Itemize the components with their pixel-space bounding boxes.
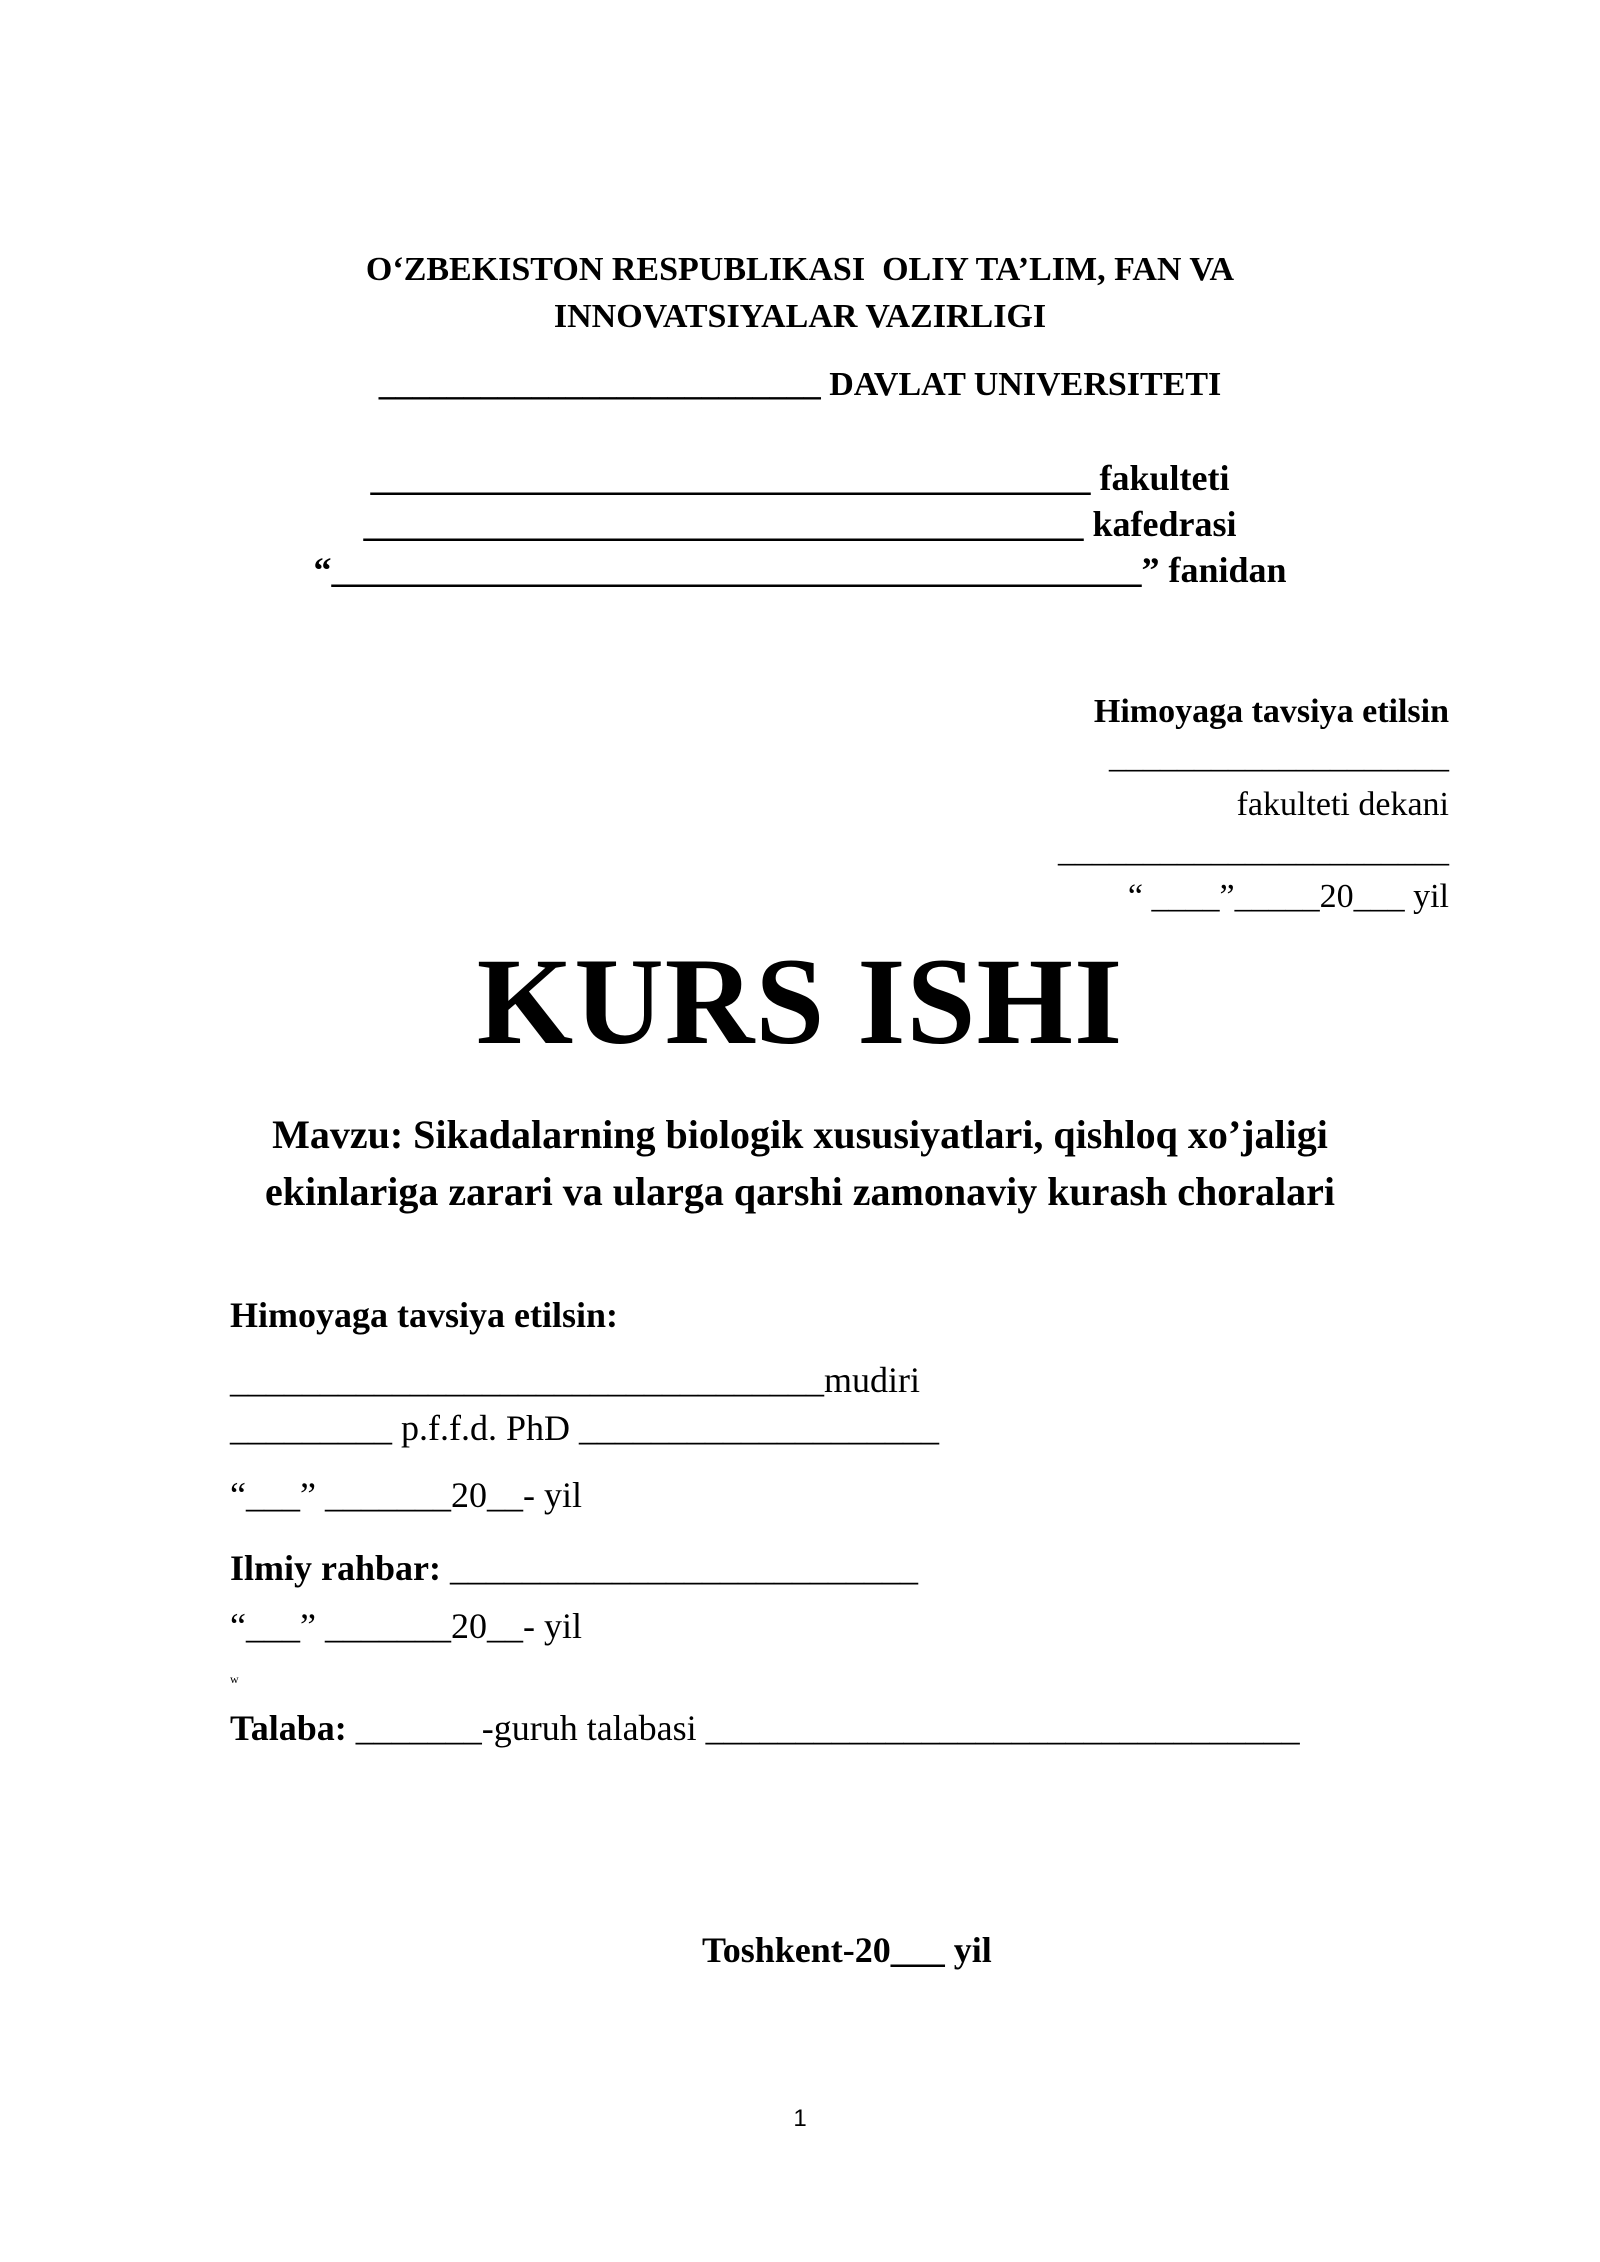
approval-heading: Himoyaga tavsiya etilsin: — [230, 1295, 618, 1335]
ministry-line-1: O‘ZBEKISTON RESPUBLIKASI OLIY TA’LIM, FAN VA — [365, 251, 1235, 288]
topic-line-1: Mavzu: Sikadalarning biologik xususiyatlari, qishloq xo’jaligi — [272, 1112, 1328, 1157]
supervisor-label: Ilmiy rahbar: — [230, 1548, 441, 1588]
dean-signature-line: ____________________ — [1109, 738, 1449, 775]
document-title: KURS ISHI — [476, 933, 1124, 1070]
department-head-line: _________________________________mudiri — [230, 1360, 920, 1400]
approval-date-line: “___” _______20__- yil — [230, 1475, 582, 1515]
ministry-line-2: INNOVATSIYALAR VAZIRLIGI — [553, 298, 1047, 335]
page-number: 1 — [793, 2105, 807, 2132]
topic-line-2: ekinlariga zarari va ularga qarshi zamonaviy kurash choralari — [265, 1169, 1335, 1214]
stray-mark: w — [230, 1672, 239, 1686]
student-line: _______-guruh talabasi _________________________________ — [346, 1708, 1300, 1748]
department-line: ________________________________________ kafedrasi — [363, 504, 1237, 544]
supervisor-line: __________________________ — [441, 1548, 918, 1588]
dean-name-line: _______________________ — [1058, 832, 1449, 869]
supervisor-date-line: “___” _______20__- yil — [230, 1606, 582, 1646]
dean-role: fakulteti dekani — [1236, 786, 1449, 823]
dean-date-line: “ ____”_____20___ yil — [1127, 878, 1449, 915]
supervisor-row — [230, 1550, 918, 1586]
subject-line: “_____________________________________________” fanidan — [313, 550, 1287, 590]
faculty-line: ________________________________________ fakulteti — [370, 458, 1230, 498]
student-label: Talaba: — [230, 1708, 347, 1748]
student-row — [230, 1710, 1300, 1746]
university-line: __________________________ DAVLAT UNIVERSITETI — [378, 366, 1222, 403]
degree-line: _________ p.f.f.d. PhD ____________________ — [230, 1408, 939, 1448]
dean-approval-heading: Himoyaga tavsiya etilsin — [1093, 693, 1449, 730]
city-year: Toshkent-20___ yil — [702, 1930, 992, 1970]
